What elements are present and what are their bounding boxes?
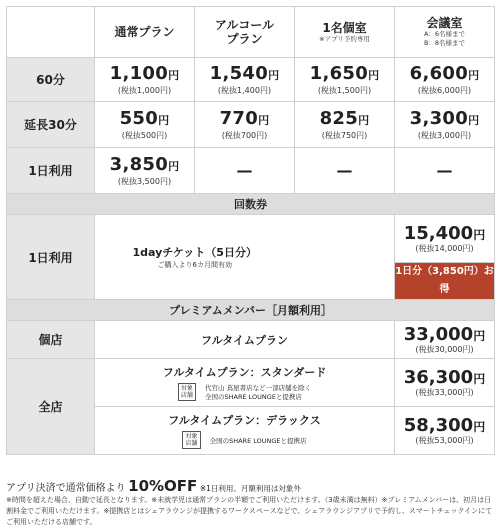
price-cell: 3,300円 (税抜3,000円) — [395, 102, 495, 148]
header-normal-plan: 通常プラン — [95, 7, 195, 58]
plan-deluxe-info: フルタイムプラン：デラックス 対象 店舗 全国のSHARE LOUNGEと提携店 — [95, 407, 395, 455]
price-cell: 1,100円 (税抜1,000円) — [95, 58, 195, 102]
not-available-dash: — — [295, 148, 395, 194]
ticket-price-cell: 15,400円 (税抜14,000円) — [395, 215, 495, 263]
footer-notes — [6, 477, 494, 528]
ticket-spacer — [295, 215, 395, 300]
header-private-room: 1名個室 ※アプリ予約専用 — [295, 7, 395, 58]
plan-standard-price: 36,300円 (税抜33,000円) — [395, 359, 495, 407]
section-title-coupon: 回数券 — [7, 194, 495, 215]
ticket-description: 1dayチケット（5日分） ご購入より6カ月間有効 — [95, 215, 295, 300]
header-meeting-room: 会議室 A：6名様まで B：8名様まで — [395, 7, 495, 58]
target-store-tag: 対象 店舗 — [182, 431, 200, 449]
row-label-single-store: 個店 — [7, 321, 95, 359]
target-store-text: 全国のSHARE LOUNGEと提携店 — [209, 436, 307, 445]
plan-deluxe-price: 58,300円 (税抜53,000円) — [395, 407, 495, 455]
plan-fulltime-name: フルタイムプラン — [95, 321, 395, 359]
price-cell: 550円 (税抜500円) — [95, 102, 195, 148]
row-label-60min: 60分 — [7, 58, 95, 102]
price-cell: 825円 (税抜750円) — [295, 102, 395, 148]
savings-badge: 1日分（3,850円）お得 — [395, 263, 495, 300]
price-cell: 1,650円 (税抜1,500円) — [295, 58, 395, 102]
target-store-text: 代官山 蔦屋書店など一部店舗を除く 全国のSHARE LOUNGEと提携店 — [205, 384, 312, 402]
plan-standard-info: フルタイムプラン：スタンダード 対象 店舗 代官山 蔦屋書店など一部店舗を除く 全国のSHARE LOUNGEと提携店 — [95, 359, 395, 407]
section-title-premium-member: プレミアムメンバー［月額利用］ — [7, 300, 495, 321]
not-available-dash: — — [395, 148, 495, 194]
app-discount-line: アプリ決済で通常価格より 10%OFF ※1日利用、月額利用は対象外 — [6, 477, 301, 495]
row-label-full-day: 1日利用 — [7, 148, 95, 194]
pricing-table — [6, 6, 495, 455]
price-cell: 1,540円 (税抜1,400円) — [195, 58, 295, 102]
row-label-ticket-day: 1日利用 — [7, 215, 95, 300]
price-cell: 6,600円 (税抜6,000円) — [395, 58, 495, 102]
price-cell: 770円 (税抜700円) — [195, 102, 295, 148]
price-cell: 3,850円 (税抜3,500円) — [95, 148, 195, 194]
target-store-tag: 対象 店舗 — [178, 383, 196, 401]
discount-highlight: 10%OFF — [128, 477, 198, 495]
not-available-dash: — — [195, 148, 295, 194]
row-label-all-stores: 全店 — [7, 359, 95, 455]
corner-cell — [7, 7, 95, 58]
plan-fulltime-price: 33,000円 (税抜30,000円) — [395, 321, 495, 359]
header-alcohol-plan: アルコール プラン — [195, 7, 295, 58]
row-label-extension-30min: 延長30分 — [7, 102, 95, 148]
fine-print: ※時間を超えた場合、自動で延長となります。※未就学児は通常プランの半額でご利用いただけます。（3歳未満は無料）※プレミアムメンバーは、初月は日割料金でご利用いただけます。※提携店とはシェアラウンジが提携するワークスペースなどで、シェアラウンジアプリで予約し、スマートチェックインにてご利用いただける店舗です。 — [6, 496, 493, 526]
